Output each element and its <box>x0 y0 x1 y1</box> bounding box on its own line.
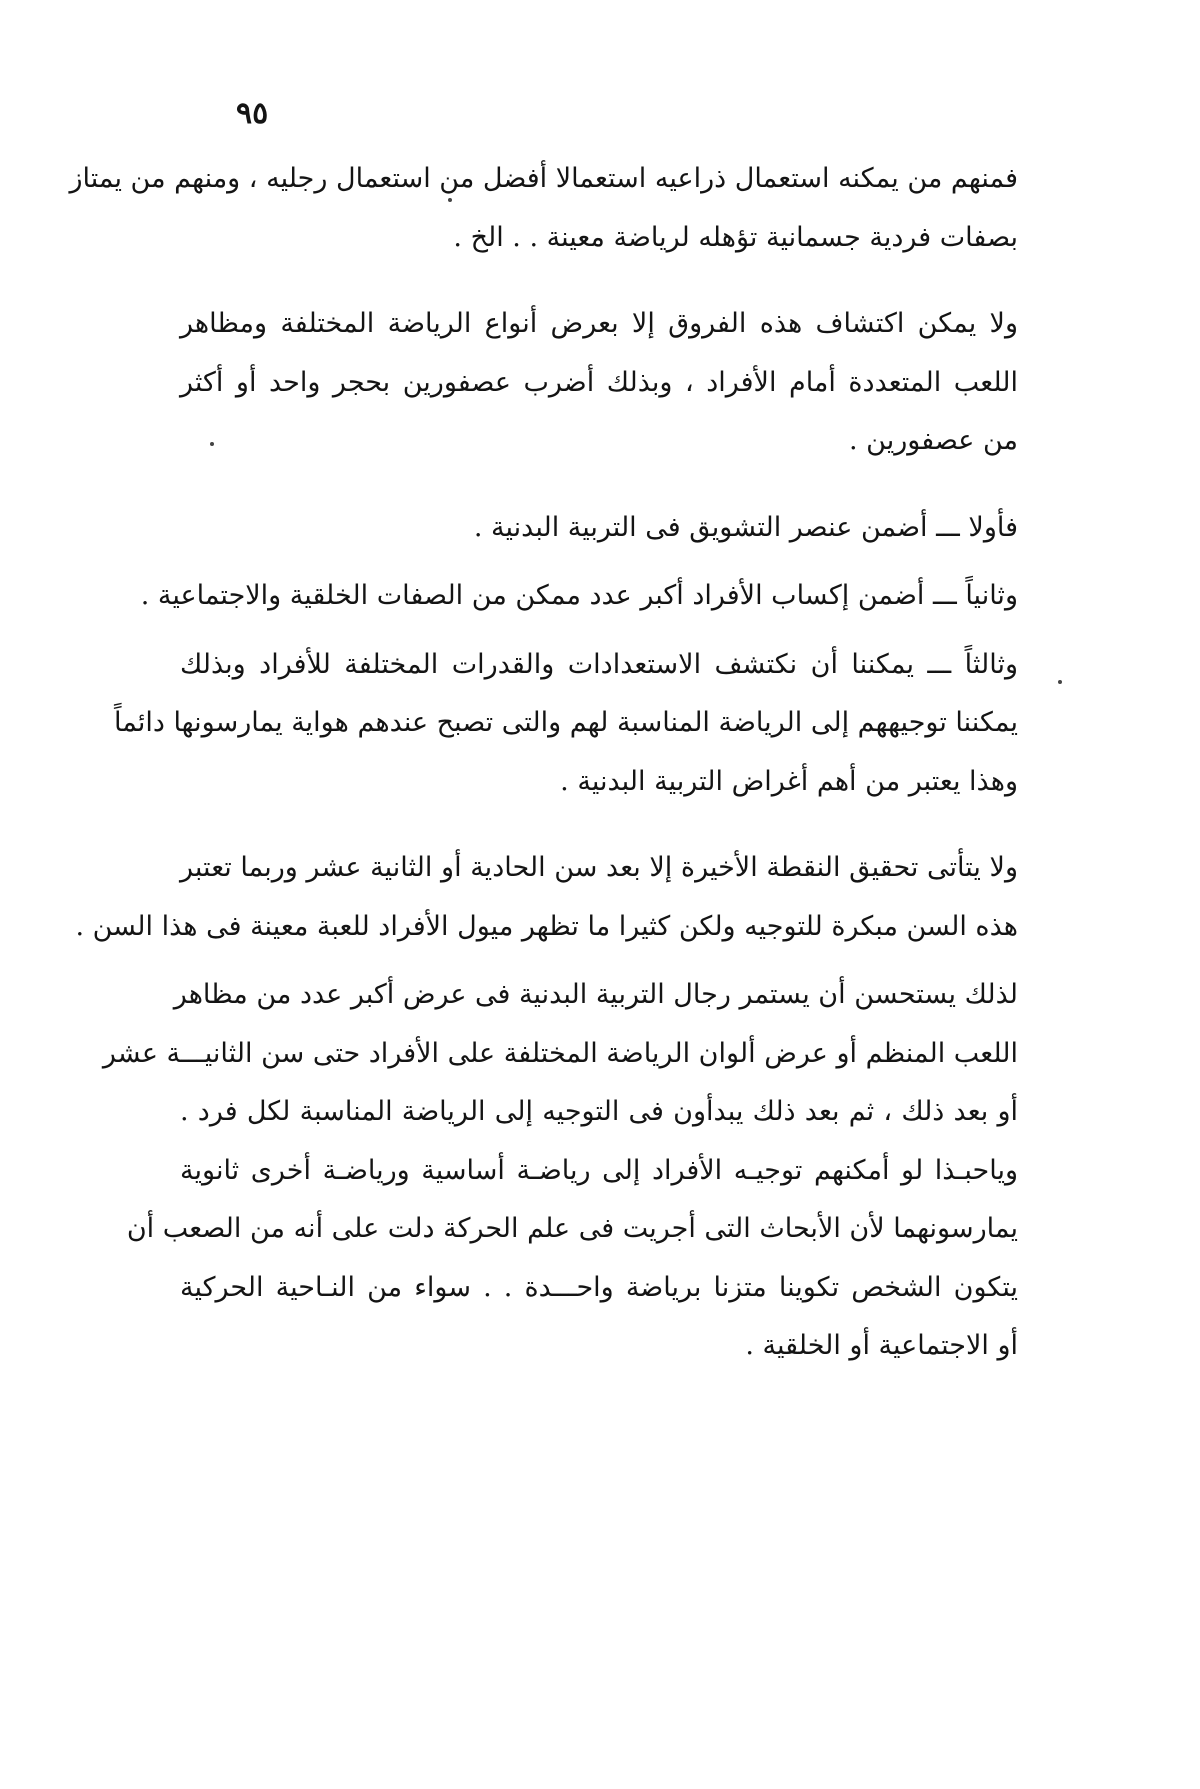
page-number: ٩٥ <box>236 96 269 131</box>
scan-speck <box>1058 680 1062 684</box>
text-line: يمارسونهما لأن الأبحاث التى أجريت فى علم الحركة دلت على أنه من الصعب أن <box>126 1213 1018 1244</box>
text-line: اللعب المنظم أو عرض ألوان الرياضة المختلفة على الأفراد حتى سن الثانيـــة عشر <box>102 1037 1018 1069</box>
text-line: وياحبـذا لو أمكنهم توجيـه الأفراد إلى رياضـة أساسية ورياضـة أخرى ثانوية <box>180 1154 1018 1186</box>
scan-speck <box>210 442 214 446</box>
paragraph-4 <box>140 567 1018 626</box>
text-line: أو الاجتماعية أو الخلقية . <box>745 1330 1018 1361</box>
text-line: وثالثاً ـــ يمكننا أن نكتشف الاستعدادات والقدرات المختلفة للأفراد وبذلك <box>180 648 1018 680</box>
paragraph-3 <box>180 499 1018 558</box>
text-line: وثانياً ـــ أضمن إكساب الأفراد أكبر عدد ممكن من الصفات الخلقية والاجتماعية . <box>140 580 1018 611</box>
paragraph-6 <box>75 839 1018 956</box>
body-text <box>69 150 1018 1376</box>
text-line: أو بعد ذلك ، ثم بعد ذلك يبدأون فى التوجيه إلى الرياضة المناسبة لكل فرد . <box>180 1096 1018 1127</box>
text-line: اللعب المتعددة أمام الأفراد ، وبذلك أضرب عصفورين بحجر واحد أو أكثر <box>180 366 1018 398</box>
text-line: بصفات فردية جسمانية تؤهله لرياضة معينة . . الخ . <box>453 221 1018 253</box>
text-line: وهذا يعتبر من أهم أغراض التربية البدنية . <box>560 765 1018 797</box>
text-line: يمكننا توجيههم إلى الرياضة المناسبة لهم والتى تصبح عندهم هواية يمارسونها دائماً <box>114 707 1018 738</box>
text-line: لذلك يستحسن أن يستمر رجال التربية البدنية فى عرض أكبر عدد من مظاهر <box>173 979 1018 1010</box>
text-line: ولا يمكن اكتشاف هذه الفروق إلا بعرض أنواع الرياضة المختلفة ومظاهر <box>180 308 1018 339</box>
paragraph-7 <box>102 966 1018 1376</box>
text-line: فمنهم من يمكنه استعمال ذراعيه استعمالا أفضل من استعمال رجليه ، ومنهم من يمتاز <box>69 163 1018 194</box>
paragraph-5 <box>114 636 1018 812</box>
text-line: يتكون الشخص تكوينا متزنا برياضة واحـــدة . . سواء من النـاحية الحركية <box>180 1271 1018 1303</box>
text-line: هذه السن مبكرة للتوجيه ولكن كثيرا ما تظهر ميول الأفراد للعبة معينة فى هذا السن . <box>75 910 1018 942</box>
paragraph-1 <box>69 150 1018 267</box>
text-line: ولا يتأتى تحقيق النقطة الأخيرة إلا بعد سن الحادية أو الثانية عشر وربما تعتبر <box>180 852 1018 883</box>
text-line: من عصفورين . <box>848 425 1018 456</box>
scan-speck <box>448 198 452 202</box>
paragraph-2 <box>180 295 1018 471</box>
text-line: فأولا ـــ أضمن عنصر التشويق فى التربية البدنية . <box>473 511 1018 543</box>
